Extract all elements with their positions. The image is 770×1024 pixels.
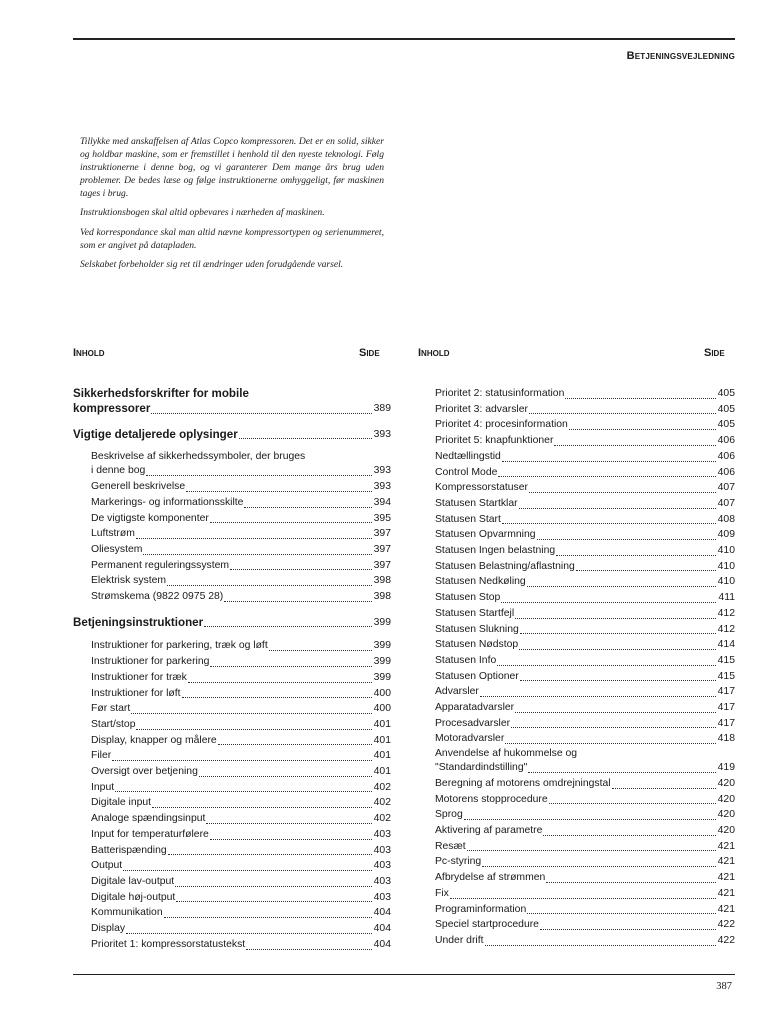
dot-leader (515, 618, 716, 619)
dot-leader (505, 743, 715, 744)
dot-leader (199, 776, 372, 777)
dot-leader (527, 913, 715, 914)
dot-leader (527, 586, 716, 587)
toc-entry[interactable] (73, 890, 391, 906)
toc-entry-title: kompressorer (73, 402, 151, 415)
toc-section-safety[interactable] (73, 386, 391, 417)
toc-page-number: 402 (373, 813, 391, 825)
dot-leader (612, 788, 716, 789)
toc-entry-title: Prioritet 2: statusinformation (435, 388, 565, 399)
toc-page-number: 418 (717, 733, 735, 745)
dot-leader (210, 666, 371, 667)
toc-page-number: 403 (373, 875, 391, 887)
toc-entry-title: Statusen Info (435, 654, 497, 666)
toc-page-number: 399 (373, 671, 391, 683)
dot-leader (218, 744, 372, 745)
toc-page-number: 422 (717, 919, 735, 931)
dot-leader (450, 898, 716, 899)
toc-entry[interactable] (435, 496, 735, 512)
toc-entry-title: Betjeningsinstruktioner (73, 615, 204, 629)
dot-leader (167, 585, 372, 586)
toc-page-number: 420 (717, 793, 735, 805)
dot-leader (485, 945, 716, 946)
right-page-heading: Side (704, 347, 725, 359)
toc-entry-title: Output (91, 860, 123, 872)
toc-entry[interactable] (73, 795, 391, 811)
toc-entry-title: Statusen Startfejl (435, 607, 515, 619)
dot-leader (501, 602, 716, 603)
toc-page-number: 405 (717, 419, 735, 431)
dot-leader (126, 933, 372, 934)
toc-entry[interactable] (435, 386, 735, 402)
toc-page-number: 407 (717, 497, 735, 509)
dot-leader (482, 866, 715, 867)
toc-entry[interactable] (435, 700, 735, 716)
toc-entry-title-line1: Sikkerhedsforskrifter for mobile (73, 387, 249, 400)
toc-entry[interactable] (435, 870, 735, 886)
dot-leader (176, 901, 371, 902)
toc-entry-title: Statusen Optioner (435, 670, 519, 682)
toc-entry[interactable] (435, 559, 735, 575)
toc-entry-title: Statusen Belastning/aflastning (435, 560, 575, 572)
toc-entry[interactable] (435, 716, 735, 732)
toc-entry-title: Oversigt over betjening (91, 766, 198, 778)
toc-entry-title: Markerings- og informationsskilte (91, 496, 244, 508)
toc-page-number: 393 (373, 465, 391, 477)
toc-page-number: 389 (373, 403, 391, 414)
toc-section-operating[interactable] (73, 615, 391, 631)
intro-paragraph: Selskabet forbeholder sig ret til ændringer uden forudgående varsel. (80, 258, 344, 270)
dot-leader (168, 854, 372, 855)
dot-leader (480, 696, 716, 697)
toc-entry-title: Statusen Ingen belastning (435, 545, 556, 557)
toc-page-number: 421 (717, 856, 735, 868)
toc-entry-title: Luftstrøm (91, 528, 135, 540)
toc-entry[interactable] (73, 874, 391, 890)
toc-entry-title: Statusen Stop (435, 592, 501, 604)
toc-page-number: 407 (717, 482, 735, 494)
toc-entry-title: Motoradvarsler (435, 733, 505, 745)
toc-page-number: 406 (717, 466, 735, 478)
toc-entry[interactable] (435, 606, 735, 622)
toc-page-number: 399 (373, 640, 391, 652)
toc-page-number: 417 (717, 717, 735, 729)
toc-page-number: 397 (373, 559, 391, 571)
dot-leader (569, 429, 716, 430)
toc-entry-title: De vigtigste komponenter (91, 512, 209, 524)
toc-page-number: 403 (373, 828, 391, 840)
toc-page-number: 401 (373, 718, 391, 730)
toc-entry[interactable] (435, 792, 735, 808)
dot-leader (556, 555, 715, 556)
toc-entry[interactable] (435, 823, 735, 839)
footer-rule (73, 974, 735, 975)
dot-leader (549, 803, 716, 804)
toc-page-number: 421 (717, 887, 735, 899)
toc-entry-title: Prioritet 5: knapfunktioner (435, 435, 554, 447)
toc-page-number: 404 (373, 923, 391, 935)
toc-entry[interactable] (435, 684, 735, 700)
dot-leader (246, 949, 371, 950)
toc-entry[interactable] (435, 669, 735, 685)
intro-paragraph: Tillykke med anskaffelsen af Atlas Copco kompressoren. Det er en solid, sikker og holdbar maskine, som er fremstillet i henhold til den nyeste teknologi. Følg instruktionerne i denne bog, og vi garanterer Dem mange års brug uden problemer. De bedes læse og følge instruktionerne omhyggeligt, før maskinen tages i brug. (80, 136, 384, 200)
toc-entry-title: Fix (435, 887, 449, 899)
page-number: 387 (716, 981, 732, 992)
dot-leader (511, 727, 716, 728)
toc-entry-title: Batterispænding (91, 844, 167, 856)
toc-entry[interactable] (73, 495, 391, 511)
dot-leader (543, 835, 715, 836)
toc-entry[interactable] (435, 480, 735, 496)
toc-entry-title: Instruktioner for træk (91, 671, 187, 683)
toc-page-number: 402 (373, 797, 391, 809)
dot-leader (152, 807, 372, 808)
toc-entry-title: Vigtige detaljerede oplysinger (73, 427, 238, 441)
toc-entry[interactable] (73, 748, 391, 764)
toc-entry-title: Permanent reguleringssystem (91, 559, 230, 571)
toc-page-number: 409 (717, 529, 735, 541)
left-contents-heading: Inhold (73, 347, 105, 359)
toc-entry-title: Advarsler (435, 686, 479, 698)
toc-entry-title: Afbrydelse af strømmen (435, 872, 546, 884)
toc-entry-title: Procesadvarsler (435, 717, 511, 729)
dot-leader (239, 438, 372, 439)
right-contents-heading: Inhold (418, 347, 450, 359)
toc-entry[interactable] (73, 686, 391, 702)
toc-entry[interactable] (73, 573, 391, 589)
toc-entry-title: Statusen Opvarmning (435, 529, 536, 541)
document-title: Betjeningsvejledning (626, 50, 735, 62)
toc-entry[interactable] (73, 479, 391, 495)
toc-page-number: 397 (373, 528, 391, 540)
toc-entry-title: Instruktioner for løft (91, 687, 181, 699)
toc-entry[interactable] (435, 527, 735, 543)
toc-entry-title: Instruktioner for parkering (91, 656, 210, 668)
dot-leader (136, 729, 371, 730)
dot-leader (131, 713, 371, 714)
dot-leader (576, 570, 716, 571)
toc-entry[interactable] (73, 654, 391, 670)
toc-entry[interactable] (73, 511, 391, 527)
toc-entry[interactable] (73, 589, 391, 605)
dot-leader (210, 522, 372, 523)
intro-text (80, 135, 384, 277)
dot-leader (502, 523, 716, 524)
toc-entry[interactable] (73, 858, 391, 874)
dot-leader (164, 917, 372, 918)
toc-entry[interactable] (435, 465, 735, 481)
dot-leader (210, 839, 372, 840)
toc-entry-title: Prioritet 1: kompressorstatustekst (91, 938, 246, 950)
dot-leader (182, 697, 372, 698)
toc-page-number: 410 (717, 545, 735, 557)
toc-entry[interactable] (435, 433, 735, 449)
toc-page-number: 403 (373, 860, 391, 872)
toc-page-number: 393 (373, 428, 391, 440)
toc-entry-title: Statusen Startklar (435, 497, 518, 509)
toc-page-number: 401 (373, 750, 391, 762)
toc-entry[interactable] (435, 417, 735, 433)
toc-page-number: 399 (373, 656, 391, 668)
dot-leader (269, 650, 372, 651)
toc-entry-title: "Standardindstilling" (435, 762, 528, 774)
toc-entry[interactable] (435, 590, 735, 606)
toc-entry[interactable] (435, 574, 735, 590)
toc-entry-title: Digitale input (91, 797, 152, 809)
toc-entry-title: i denne bog (91, 465, 146, 477)
dot-leader (175, 886, 371, 887)
dot-leader (519, 508, 716, 509)
toc-entry-title: Statusen Start (435, 513, 501, 525)
toc-entry-title: Nedtællingstid (435, 450, 501, 462)
toc-entry[interactable] (73, 558, 391, 574)
toc-page-number: 419 (717, 762, 735, 774)
dot-leader (188, 682, 372, 683)
toc-entry-title-line1: Beskrivelse af sikkerhedssymboler, der bruges (91, 451, 306, 463)
dot-leader (546, 882, 715, 883)
toc-page-number: 410 (717, 576, 735, 588)
toc-entry-title: Display, knapper og målere (91, 734, 217, 746)
toc-entry[interactable] (73, 780, 391, 796)
dot-leader (515, 712, 716, 713)
toc-page-number: 421 (717, 840, 735, 852)
toc-page-number: 397 (373, 543, 391, 555)
toc-page-number: 403 (373, 891, 391, 903)
toc-entry-title: Resæt (435, 840, 466, 852)
toc-entry-title: Programinformation (435, 903, 527, 915)
toc-entry[interactable] (435, 917, 735, 933)
toc-entry-title: Display (91, 923, 126, 935)
toc-page-number: 421 (717, 872, 735, 884)
toc-entry-title: Kompressorstatuser (435, 482, 528, 494)
toc-page-number: 414 (717, 639, 735, 651)
dot-leader (206, 823, 371, 824)
toc-entry-title: Motorens stopprocedure (435, 793, 548, 805)
dot-leader (520, 633, 716, 634)
toc-entry-title: Digitale høj-output (91, 891, 176, 903)
toc-page-number: 417 (717, 702, 735, 714)
toc-entry[interactable] (73, 670, 391, 686)
toc-page-number: 400 (373, 687, 391, 699)
toc-entry[interactable] (73, 905, 391, 921)
dot-leader (143, 554, 371, 555)
toc-entry[interactable] (435, 886, 735, 902)
dot-leader (186, 491, 372, 492)
intro-paragraph: Ved korrespondance skal man altid nævne kompressortypen og serienummeret, som er angivet på datapladen. (80, 226, 384, 251)
toc-entry[interactable] (73, 733, 391, 749)
toc-page-number: 420 (717, 809, 735, 821)
toc-entry-title: Strømskema (9822 0975 28) (91, 591, 224, 603)
toc-entry[interactable] (435, 807, 735, 823)
toc-entry[interactable] (435, 543, 735, 559)
toc-entry[interactable] (73, 764, 391, 780)
toc-entry[interactable] (73, 937, 391, 953)
dot-leader (224, 601, 371, 602)
toc-entry[interactable] (435, 449, 735, 465)
toc-entry-title: Oliesystem (91, 543, 143, 555)
toc-page-number: 422 (717, 934, 735, 946)
toc-entry-title: Analoge spændingsinput (91, 813, 206, 825)
toc-entry[interactable] (73, 542, 391, 558)
toc-entry-title: Prioritet 4: procesinformation (435, 419, 568, 431)
toc-entry[interactable] (435, 622, 735, 638)
toc-entry-title: Instruktioner for parkering, træk og løft (91, 640, 268, 652)
toc-page-number: 393 (373, 481, 391, 493)
left-page-heading: Side (359, 347, 380, 359)
toc-page-number: 420 (717, 777, 735, 789)
toc-entry-title: Beregning af motorens omdrejningstal (435, 777, 611, 789)
toc-page-number: 401 (373, 734, 391, 746)
toc-entry-title: Aktivering af parametre (435, 824, 543, 836)
dot-leader (146, 475, 371, 476)
dot-leader (136, 538, 372, 539)
dot-leader (520, 680, 716, 681)
dot-leader (464, 819, 716, 820)
dot-leader (467, 850, 716, 851)
toc-entry[interactable] (73, 717, 391, 733)
toc-entry-title: Input for temperaturfølere (91, 828, 209, 840)
toc-entry-title: Kommunikation (91, 907, 163, 919)
toc-entry-title: Apparatadvarsler (435, 702, 515, 714)
toc-page-number: 402 (373, 781, 391, 793)
toc-entry[interactable] (435, 653, 735, 669)
dot-leader (519, 649, 715, 650)
toc-page-number: 398 (373, 591, 391, 603)
toc-entry-title: Under drift (435, 934, 484, 946)
dot-leader (554, 445, 715, 446)
dot-leader (540, 929, 716, 930)
toc-page-number: 406 (717, 450, 735, 462)
toc-entry[interactable] (73, 638, 391, 654)
toc-entry-title: Statusen Nedkøling (435, 576, 526, 588)
dot-leader (244, 507, 371, 508)
dot-leader (497, 665, 715, 666)
toc-entry-title: Pc-styring (435, 856, 482, 868)
toc-page-number: 394 (373, 496, 391, 508)
toc-entry-title: Elektrisk system (91, 575, 167, 587)
toc-page-number: 420 (717, 824, 735, 836)
toc-entry-title: Sprog (435, 809, 463, 821)
toc-entry[interactable] (73, 526, 391, 542)
dot-leader (151, 413, 371, 414)
toc-entry[interactable] (73, 701, 391, 717)
toc-entry[interactable] (73, 843, 391, 859)
toc-entry-title: Prioritet 3: advarsler (435, 403, 528, 415)
dot-leader (498, 476, 715, 477)
dot-leader (537, 539, 716, 540)
toc-page-number: 405 (717, 403, 735, 415)
dot-leader (565, 398, 715, 399)
toc-page-number: 403 (373, 844, 391, 856)
dot-leader (115, 791, 372, 792)
dot-leader (204, 626, 372, 627)
toc-entry[interactable] (435, 731, 735, 747)
toc-entry[interactable] (435, 637, 735, 653)
dot-leader (123, 870, 371, 871)
toc-entry-title: Før start (91, 703, 131, 715)
toc-page-number: 410 (717, 560, 735, 572)
toc-entry[interactable] (435, 839, 735, 855)
intro-paragraph: Instruktionsbogen skal altid opbevares i nærheden af maskinen. (80, 207, 325, 219)
toc-entry-title: Start/stop (91, 718, 136, 730)
dot-leader (502, 461, 716, 462)
toc-page-number: 415 (717, 670, 735, 682)
dot-leader (529, 413, 716, 414)
dot-leader (528, 772, 715, 773)
toc-entry[interactable] (435, 854, 735, 870)
toc-entry-title-line1: Anvendelse af hukommelse og (435, 748, 578, 760)
toc-section-important[interactable] (73, 427, 391, 443)
toc-entry[interactable] (73, 811, 391, 827)
toc-page-number: 406 (717, 435, 735, 447)
toc-page-number: 411 (718, 592, 735, 604)
dot-leader (230, 569, 372, 570)
toc-entry[interactable] (435, 776, 735, 792)
toc-entry[interactable] (73, 827, 391, 843)
toc-entry-title: Statusen Nødstop (435, 639, 519, 651)
toc-entry[interactable] (435, 512, 735, 528)
toc-entry[interactable] (435, 902, 735, 918)
toc-entry-title: Control Mode (435, 466, 498, 478)
toc-page-number: 401 (373, 766, 391, 778)
toc-page-number: 408 (717, 513, 735, 525)
toc-entry[interactable] (435, 402, 735, 418)
toc-page-number: 415 (717, 654, 735, 666)
toc-entry[interactable] (73, 921, 391, 937)
toc-entry-title: Statusen Slukning (435, 623, 519, 635)
toc-entry-title: Filer (91, 750, 112, 762)
toc-right-column (435, 386, 735, 949)
toc-page-number: 412 (717, 607, 735, 619)
toc-page-number: 417 (717, 686, 735, 698)
toc-entry[interactable] (435, 747, 735, 776)
toc-left-column (73, 386, 391, 953)
toc-page-number: 405 (717, 388, 735, 399)
toc-page-number: 400 (373, 703, 391, 715)
header-rule (73, 38, 735, 40)
toc-entry[interactable] (435, 933, 735, 949)
toc-entry-title: Generell beskrivelse (91, 481, 186, 493)
toc-page-number: 421 (717, 903, 735, 915)
toc-entry-title: Speciel startprocedure (435, 919, 539, 931)
toc-page-number: 412 (717, 623, 735, 635)
toc-page-number: 404 (373, 907, 391, 919)
toc-page-number: 404 (373, 938, 391, 950)
dot-leader (112, 760, 371, 761)
toc-entry-title: Digitale lav-output (91, 875, 175, 887)
toc-entry[interactable] (73, 450, 391, 479)
dot-leader (529, 492, 716, 493)
toc-page-number: 395 (373, 512, 391, 524)
toc-page-number: 398 (373, 575, 391, 587)
toc-page-number: 399 (373, 616, 391, 628)
toc-entry-title: Input (91, 781, 115, 793)
